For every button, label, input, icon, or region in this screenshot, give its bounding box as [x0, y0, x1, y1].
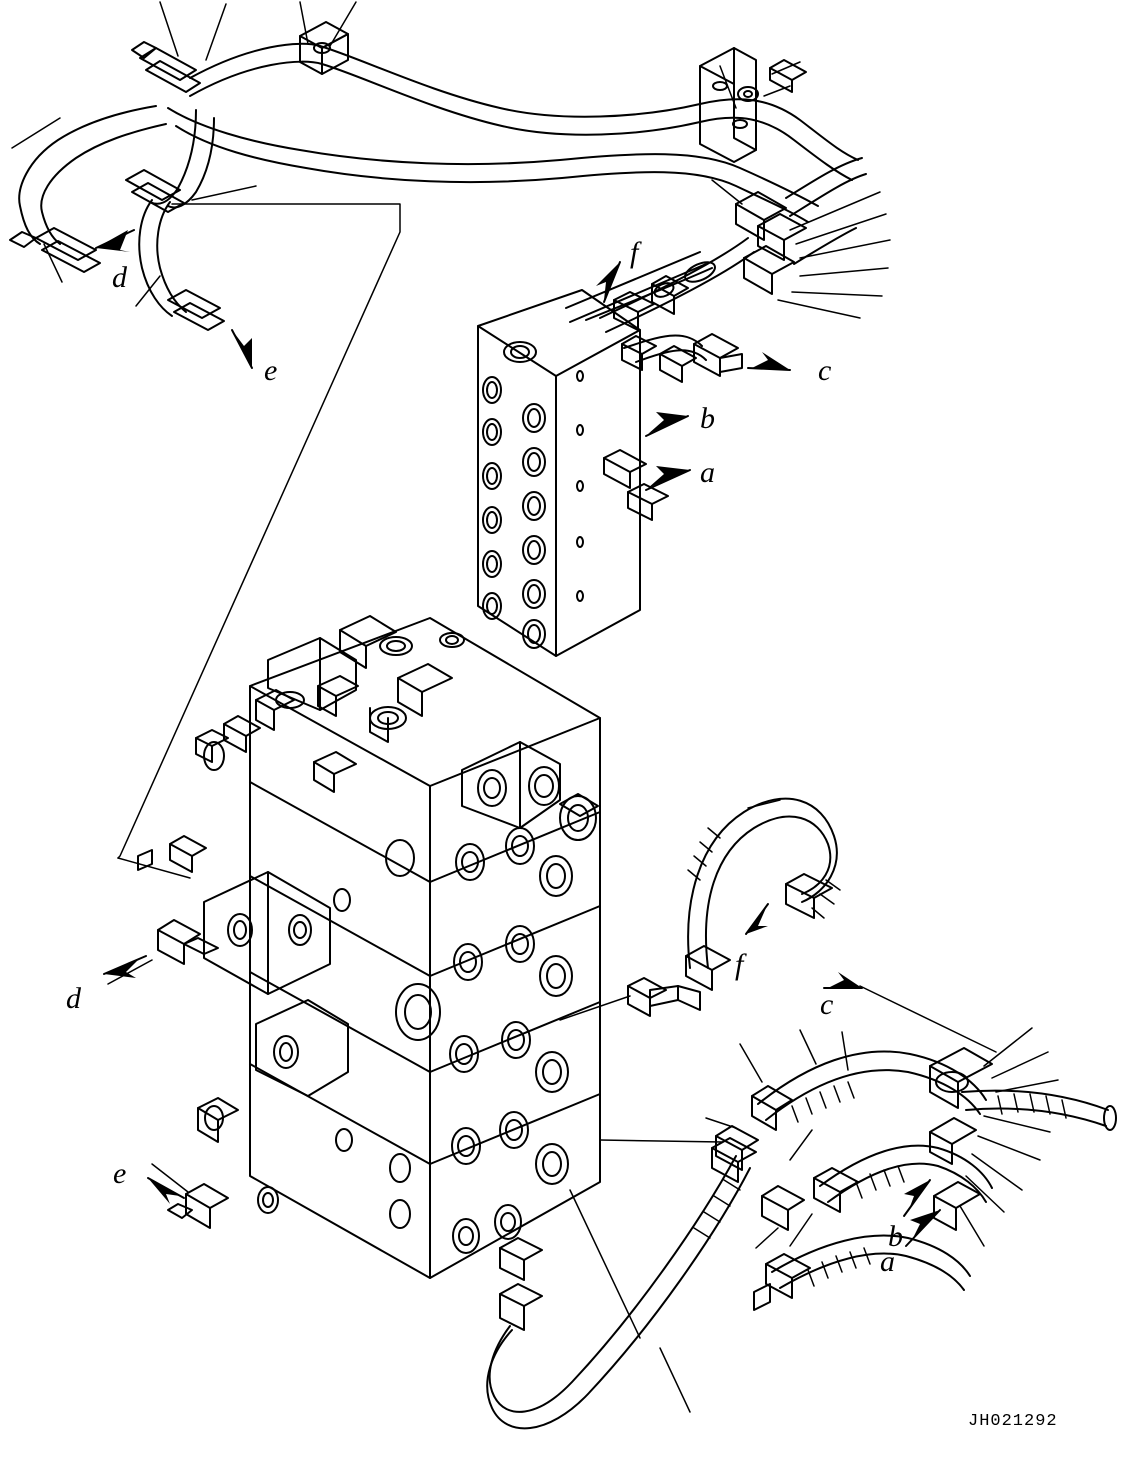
- mounting-bracket-top-right: [700, 48, 756, 162]
- bolt-washer-top-right: [738, 60, 806, 101]
- upper-right-leader-lines: [778, 192, 890, 318]
- callout-arrow-shafts: [96, 230, 996, 1246]
- hose-clamp-top: [300, 22, 348, 74]
- callout-f-top: f: [630, 236, 639, 269]
- upper-hose-bundle: [19, 44, 858, 316]
- callout-a-lower: a: [880, 1245, 895, 1278]
- bottom-long-hose: [487, 1138, 756, 1428]
- callout-f-lower: f: [735, 948, 744, 981]
- callout-b-top: b: [700, 402, 715, 435]
- solenoid-manifold-block: [478, 290, 640, 656]
- callout-c-lower: c: [820, 988, 834, 1021]
- callout-d-upper: d: [112, 261, 127, 294]
- callout-b-lower: b: [888, 1220, 903, 1253]
- callout-e-upper: e: [264, 354, 278, 387]
- callout-e-lower: e: [113, 1157, 127, 1190]
- callout-c-top: c: [818, 354, 832, 387]
- drawing-number: JH021292: [968, 1412, 1058, 1431]
- main-control-valve: [138, 616, 700, 1280]
- lower-leader-lines: [108, 800, 780, 1338]
- callout-d-lower: d: [66, 982, 81, 1015]
- callout-a-top: a: [700, 456, 715, 489]
- valve-spool-stack: [450, 742, 598, 1253]
